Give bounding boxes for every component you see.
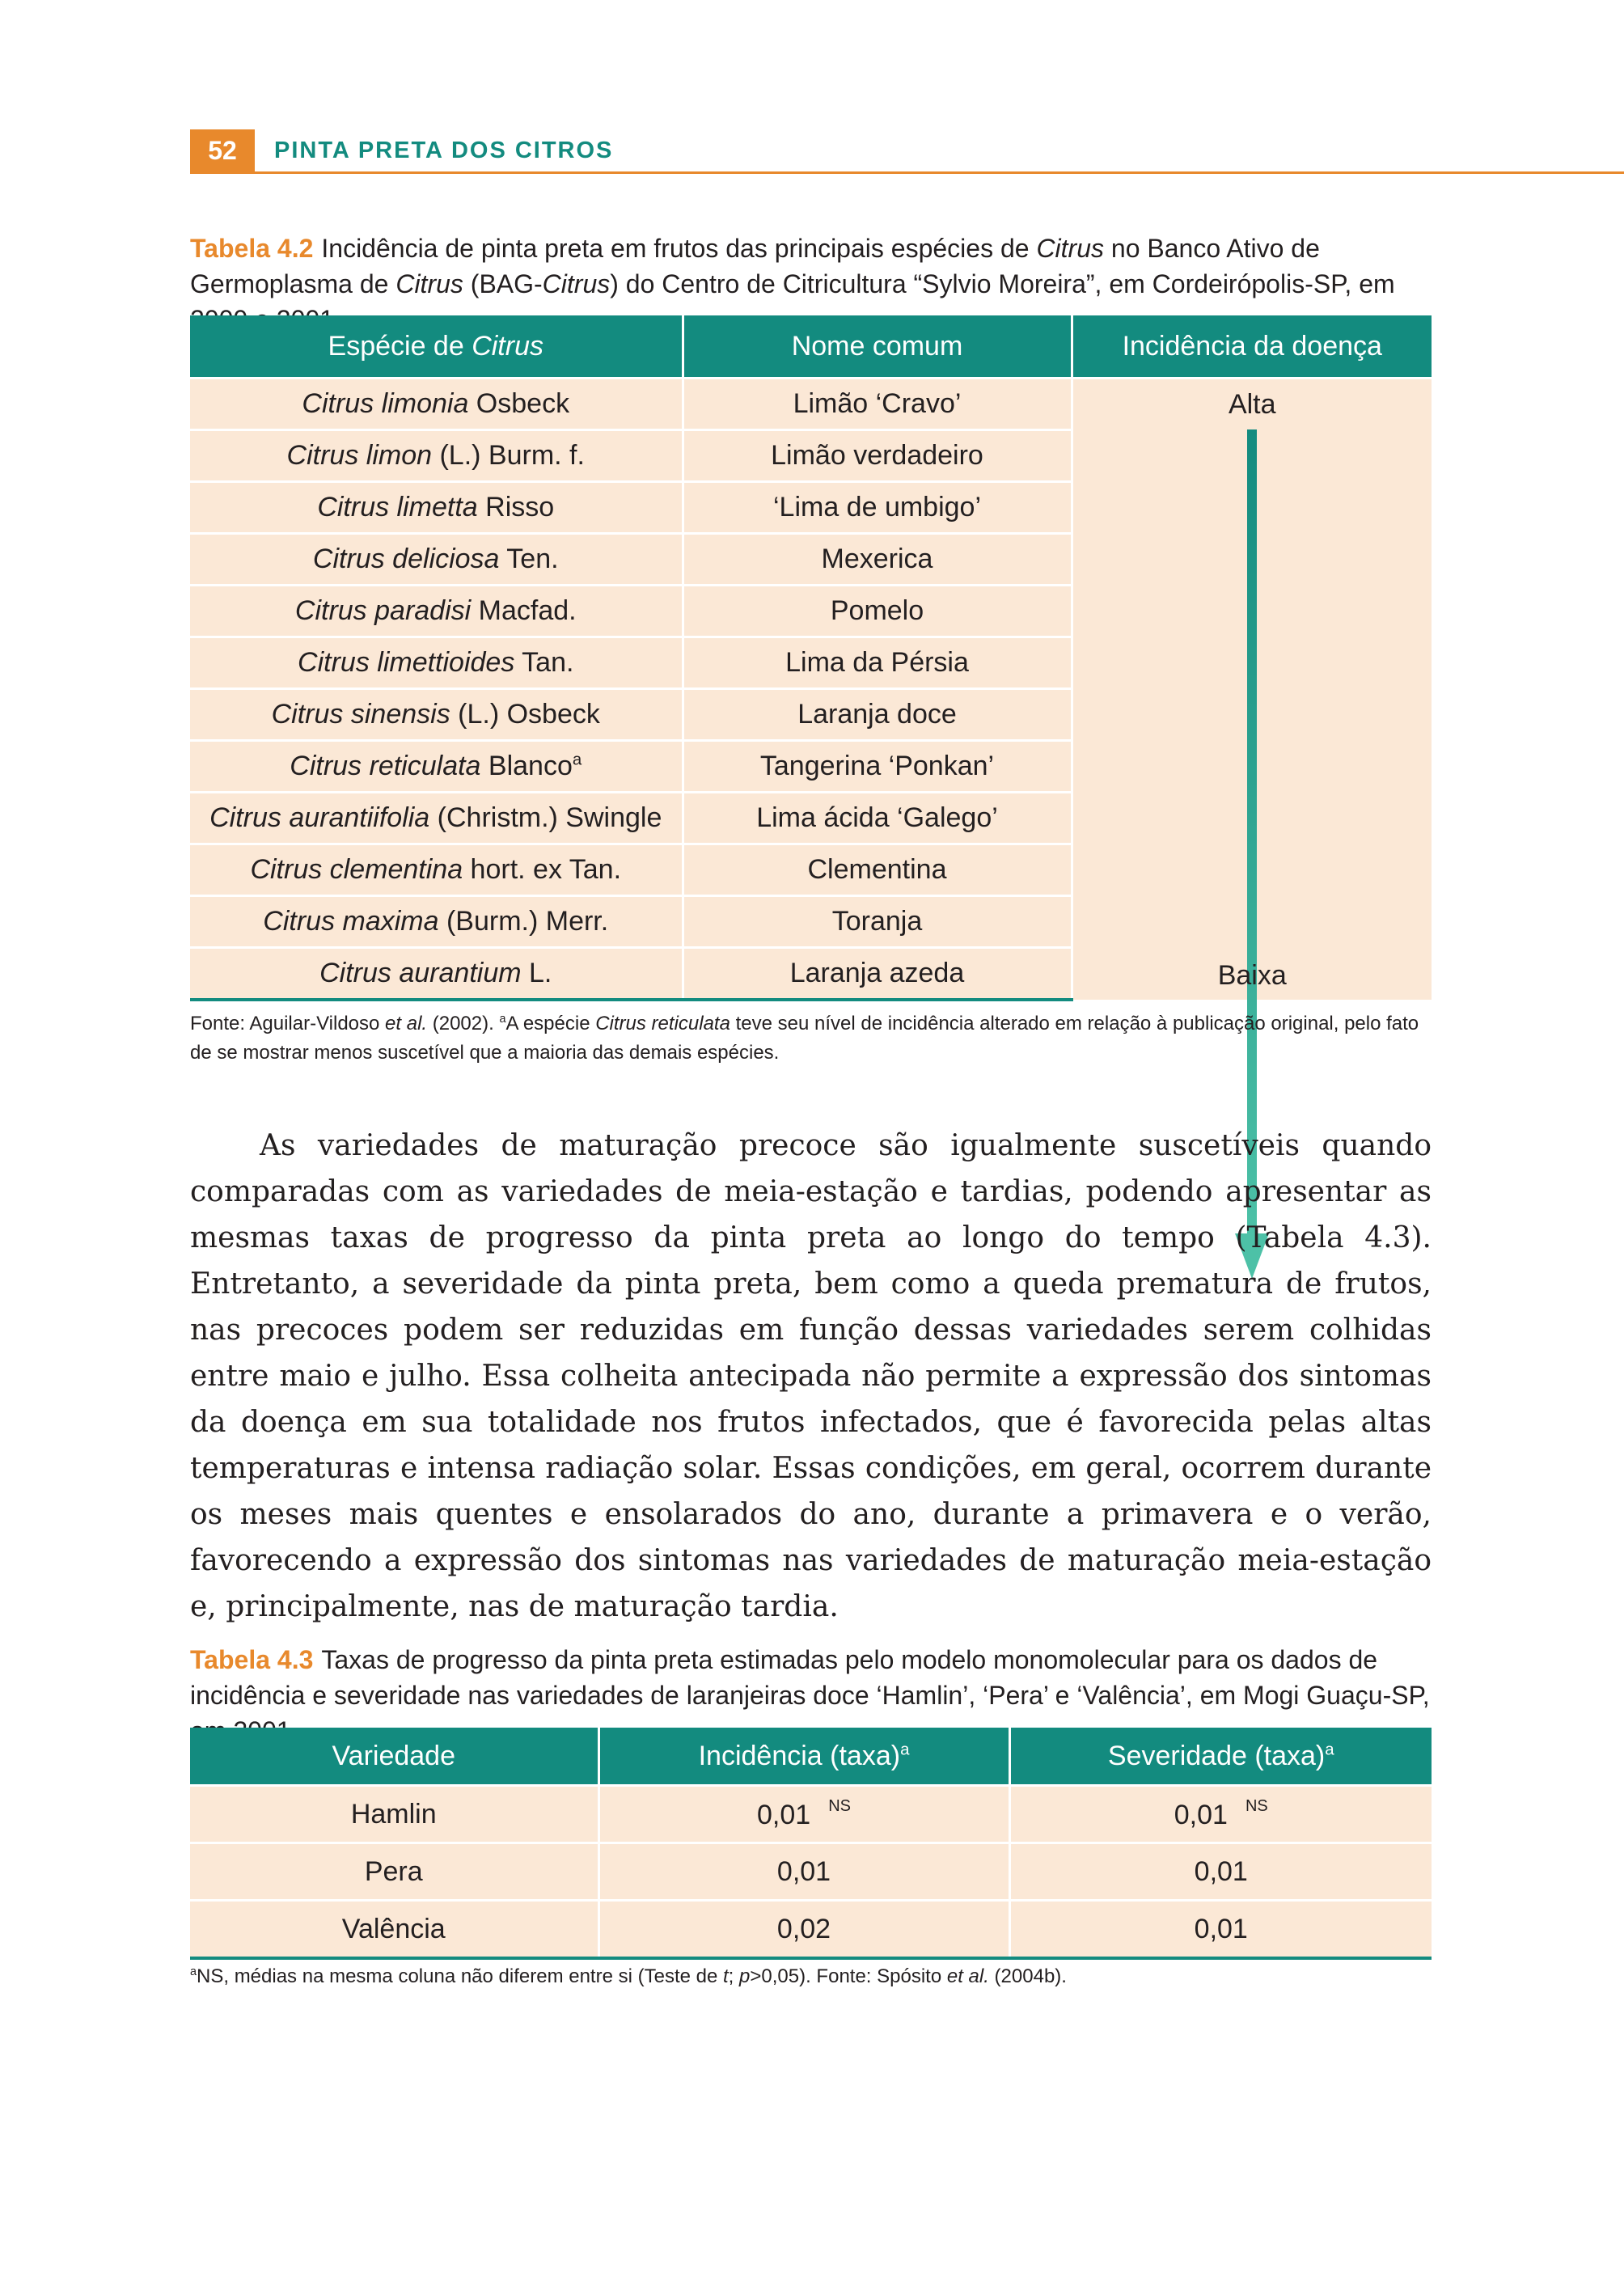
species-cell: Citrus clementina hort. ex Tan. — [190, 844, 683, 896]
incidence-cell: 0,01 $^{NS}$ — [598, 1786, 1009, 1843]
common-name-cell: Mexerica — [683, 534, 1072, 586]
page-number: 52 — [190, 129, 255, 171]
table-4-2 — [190, 315, 1432, 1001]
species-cell: Citrus limettioides Tan. — [190, 637, 683, 689]
col-header-incidence: Incidência da doença — [1072, 315, 1432, 379]
incidence-cell: 0,01 — [598, 1843, 1009, 1901]
common-name-cell: Clementina — [683, 844, 1072, 896]
species-cell: Citrus deliciosa Ten. — [190, 534, 683, 586]
incidence-scale-cell — [1072, 379, 1432, 1001]
variety-cell: Pera — [190, 1843, 598, 1901]
table-4-3-label: Tabela 4.3 — [190, 1645, 314, 1674]
incidence-high-label: Alta — [1228, 389, 1276, 420]
page-header — [190, 129, 1624, 174]
common-name-cell: Toranja — [683, 896, 1072, 948]
common-name-cell: Limão ‘Cravo’ — [683, 379, 1072, 430]
species-cell: Citrus aurantiifolia (Christm.) Swingle — [190, 793, 683, 844]
species-cell: Citrus maxima (Burm.) Merr. — [190, 896, 683, 948]
table-row — [190, 1901, 1432, 1959]
col-header-species: Espécie de Citrus — [190, 315, 683, 379]
species-cell: Citrus reticulata Blanco$^a$ — [190, 741, 683, 793]
col-header-incidence-rate: Incidência (taxa)$^a$ — [598, 1728, 1009, 1786]
severity-cell: 0,01 — [1009, 1901, 1432, 1959]
table-4-3 — [190, 1728, 1432, 1960]
species-cell: Citrus limonia Osbeck — [190, 379, 683, 430]
table-4-2-label: Tabela 4.2 — [190, 234, 314, 263]
table-header-row — [190, 1728, 1432, 1786]
table-row — [190, 1843, 1432, 1901]
col-header-variety: Variedade — [190, 1728, 598, 1786]
col-header-severity-rate: Severidade (taxa)$^a$ — [1009, 1728, 1432, 1786]
species-cell: Citrus aurantium L. — [190, 948, 683, 1001]
common-name-cell: Lima da Pérsia — [683, 637, 1072, 689]
common-name-cell: ‘Lima de umbigo’ — [683, 482, 1072, 534]
variety-cell: Valência — [190, 1901, 598, 1959]
table-row — [190, 1786, 1432, 1843]
table-4-3-caption: Tabela 4.3 Taxas de progresso da pinta preta estimadas pelo modelo monomolecular para os dados de incidência e severidade nas variedades de laranjeiras doce ‘Hamlin’, ‘Pera’ e ‘Valência’, em Mogi Guaçu-SP, — [190, 1645, 1430, 1710]
species-cell: Citrus limetta Risso — [190, 482, 683, 534]
common-name-cell: Lima ácida ‘Galego’ — [683, 793, 1072, 844]
species-cell: Citrus sinensis (L.) Osbeck — [190, 689, 683, 741]
table-row — [190, 379, 1432, 430]
running-title: PINTA PRETA DOS CITROS — [274, 137, 614, 163]
species-cell: Citrus paradisi Macfad. — [190, 586, 683, 637]
arrow-down-icon — [1247, 429, 1257, 1238]
common-name-cell: Limão verdadeiro — [683, 430, 1072, 482]
severity-cell: 0,01 — [1009, 1843, 1432, 1901]
common-name-cell: Pomelo — [683, 586, 1072, 637]
incidence-cell: 0,02 — [598, 1901, 1009, 1959]
body-paragraph: As variedades de maturação precoce são igualmente suscetíveis quando comparadas com as variedades de meia-estação e tardias, podendo apresentar as mesmas taxas de progresso da pinta preta ao longo do tempo (Tabela 4.3). Entretanto, a severidade da pinta preta, bem como a queda prematura de frutos, nas precoces podem ser reduzidas em função dessas variedades serem colhidas entre maio e julho. Essa colheita antecipada não permite a expressão dos sintomas da doença em sua totalidade nos frutos infectados, que é favorecida pelas altas temperaturas e intensa radiação solar. Essas condições, em geral, ocorrem durante os meses mais quentes e ensolarados do ano, durante a primavera e o verão, favorecendo a expressão dos sintomas nas variedades de maturação meia-estação e, principalmente, nas de maturação tardia. — [190, 1129, 1432, 1623]
severity-cell: 0,01 $^{NS}$ — [1009, 1786, 1432, 1843]
common-name-cell: Tangerina ‘Ponkan’ — [683, 741, 1072, 793]
incidence-low-label: Baixa — [1217, 960, 1287, 991]
common-name-cell: Laranja azeda — [683, 948, 1072, 1001]
table-4-2-caption: Tabela 4.2 Incidência de pinta preta em frutos das principais espécies de Citrus no Banco Ativo de Germoplasma de Citrus (BAG-Citrus) do Centro de Citricultura “Sylvio Moreira”, em Cordeirópolis-SP, em — [190, 234, 1395, 298]
table-4-3-footnote: $^a$NS, médias na mesma coluna não diferem entre si (Teste de t; p>0,05). Fonte: Spósito et al. (2004b). — [190, 1965, 1067, 1987]
common-name-cell: Laranja doce — [683, 689, 1072, 741]
table-4-2-footnote: Fonte: Aguilar-Vildoso et al. (2002). $^a$A espécie Citrus reticulata teve seu nível de incidência alterado em relação à publicação original, pelo fato de se mostrar menos suscetível que a maioria das demais espécies. — [190, 1013, 1419, 1064]
table-header-row — [190, 315, 1432, 379]
col-header-common-name: Nome comum — [683, 315, 1072, 379]
variety-cell: Hamlin — [190, 1786, 598, 1843]
species-cell: Citrus limon (L.) Burm. f. — [190, 430, 683, 482]
